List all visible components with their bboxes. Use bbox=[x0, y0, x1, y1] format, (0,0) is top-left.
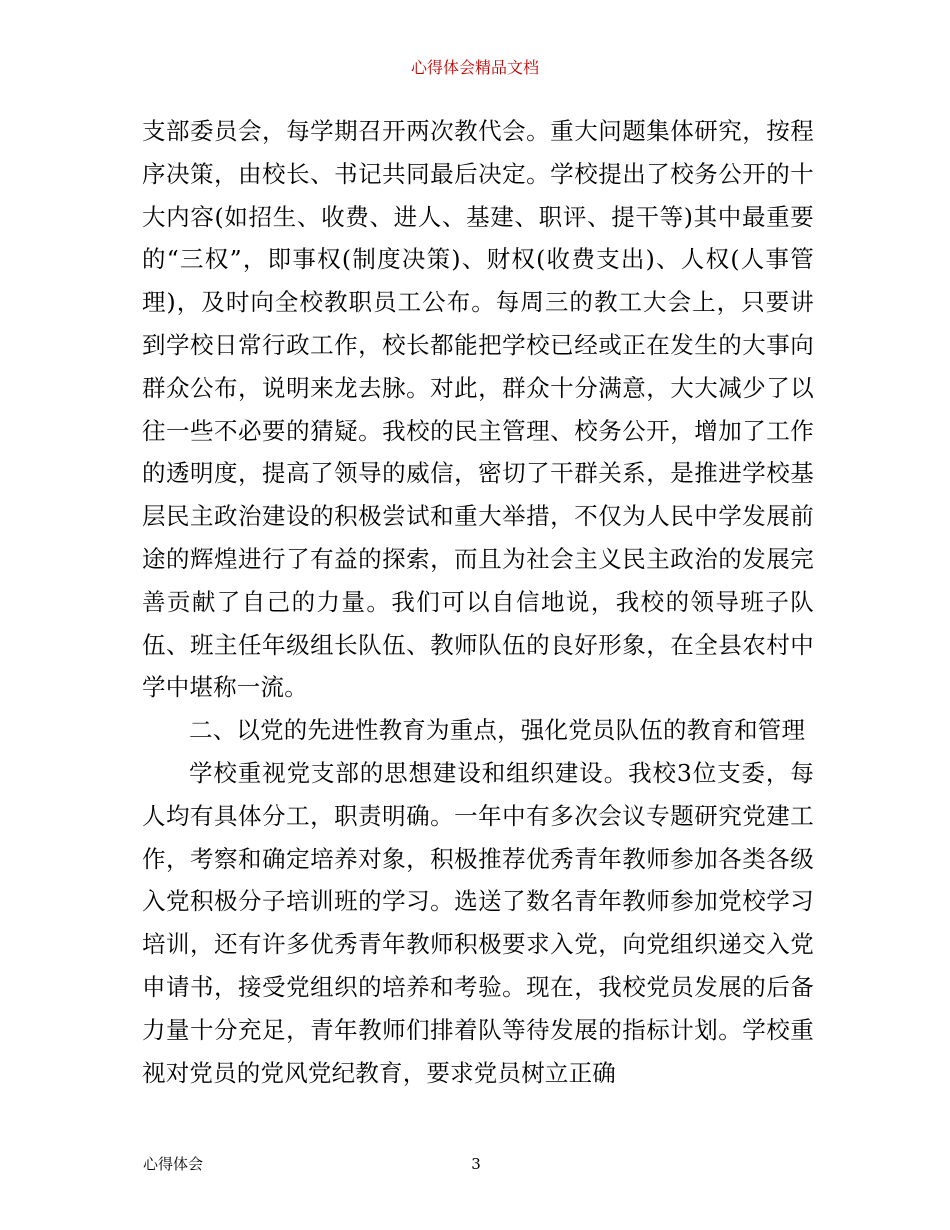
document-body bbox=[142, 110, 814, 1094]
section-heading: 二、以党的先进性教育为重点，强化党员队伍的教育和管理 bbox=[189, 716, 806, 745]
paragraph-continued: 支部委员会，每学期召开两次教代会。重大问题集体研究，按程序决策，由校长、书记共同最后决定。学校提出了校务公开的十大内容(如招生、收费、进人、基建、职评、提干等)其中最重要的“三权”，即事权(制度决策)、财权(收费支出)、人权(人事管理)，及时向全校教职员工公布。每周三的教工大会上，只要讲到学校日常行政工作，校长都能把学校已经或正在发生的大事向群众公布，说明来龙去脉。对此，群众十分满意，大大减少了以往一些不必要的猜疑。我校的民主管理、校务公开，增加了工作的透明度，提高了领导的威信，密切了干群关系，是推进学校基层民主政治建设的积极尝试和重大举措，不仅为人民中学发展前途的辉煌进行了有益的探索，而且为社会主义民主政治的发展完善贡献了自己的力量。我们可以自信地说，我校的领导班子队伍、班主任年级组长队伍、教师队伍的良好形象，在全县农村中学中堪称一流。 bbox=[142, 117, 814, 702]
page-footer-label: 心得体会 bbox=[143, 1155, 204, 1173]
page-header-title: 心得体会精品文档 bbox=[410, 58, 539, 77]
paragraph: 学校重视党支部的思想建设和组织建设。我校3位支委，每人均有具体分工，职责明确。一年中有多次会议专题研究党建工作，考察和确定培养对象，积极推荐优秀青年教师参加各类各级入党积极分子培训班的学习。选送了数名青年教师参加党校学习培训，还有许多优秀青年教师积极要求入党，向党组织递交入党申请书，接受党组织的培养和考验。现在，我校党员发展的后备力量十分充足，青年教师们排着队等待发展的指标计划。学校重视对党员的党风党纪教育，要求党员树立正确 bbox=[142, 758, 814, 1087]
page-number: 3 bbox=[471, 1155, 481, 1173]
